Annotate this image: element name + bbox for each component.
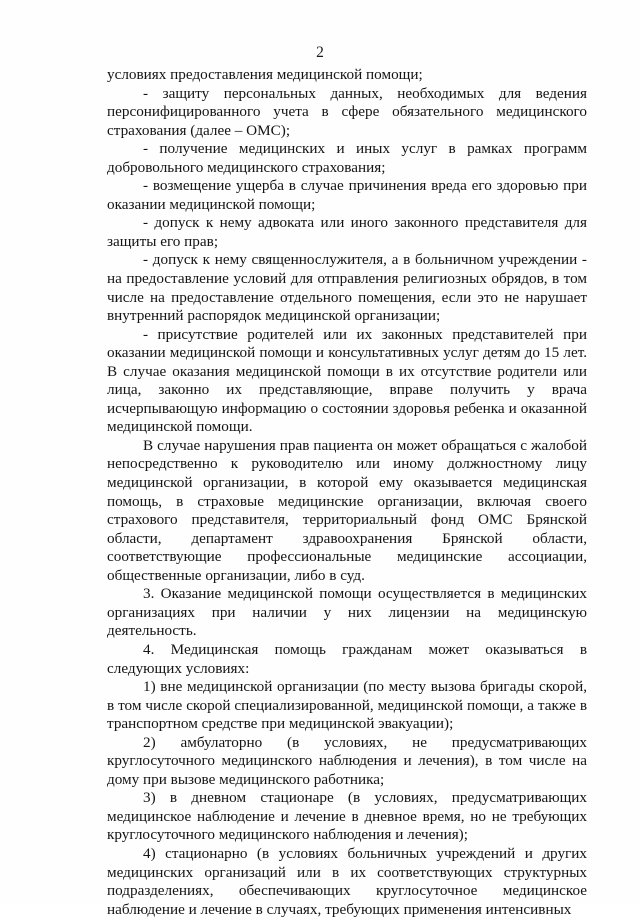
list-item-condition-1: 1) вне медицинской организации (по месту вызова бригады скорой, в том числе скорой специализированной, медицинской помощи, а также в транспортном средстве при медицинской эвакуации); — [107, 678, 587, 733]
list-item-personal-data: - защиту персональных данных, необходимых для ведения персонифицированного учета в сфере обязательного медицинского страхования (далее – ОМС); — [107, 84, 587, 139]
paragraph-section-3: 3. Оказание медицинской помощи осуществляется в медицинских организациях при наличии у них лицензии на медицинскую деятельность. — [107, 585, 587, 640]
paragraph-complaints: В случае нарушения прав пациента он может обращаться с жалобой непосредственно к руководителю или иному должностному лицу медицинской организации, в которой ему оказывается медицинская помощь, в страховые медицинские организации, включая своего страхового представителя, территориальный фонд ОМС Брянской области, департамент здравоохранения Брянской области, соответствующие профессиональные медицинские ассоциации, общественные организации, либо в суд. — [107, 436, 587, 584]
page-number: 2 — [316, 44, 324, 61]
list-item-voluntary-insurance: - получение медицинских и иных услуг в рамках программ добровольного медицинского страхования; — [107, 140, 587, 176]
list-item-parents-presence: - присутствие родителей или их законных представителей при оказании медицинской помощи и консультативных услуг детям до 15 лет. В случае оказания медицинской помощи в их отсутствие родители или лица, законно их представляющие, вправе получить у врача исчерпывающую информацию о состоянии здоровья ребенка и оказанной медицинской помощи. — [107, 325, 587, 436]
list-item-condition-4: 4) стационарно (в условиях больничных учреждений и других медицинских организаций или в их соответствующих структурных подразделениях, обеспечивающих круглосуточное медицинское наблюдение и лечение в случаях, требующих применения интенсивных — [107, 844, 587, 918]
list-item-lawyer-access: - допуск к нему адвоката или иного законного представителя для защиты его прав; — [107, 214, 587, 250]
paragraph-continuation: условиях предоставления медицинской помощи; — [107, 66, 423, 83]
list-item-damage-compensation: - возмещение ущерба в случае причинения вреда его здоровью при оказании медицинской помощи; — [107, 177, 587, 213]
paragraph-section-4: 4. Медицинская помощь гражданам может оказываться в следующих условиях: — [107, 640, 587, 677]
list-item-clergy-access: - допуск к нему священнослужителя, а в больничном учреждении - на предоставление условий для отправления религиозных обрядов, в том числе на предоставление отдельного помещения, если это не нарушает внутренний распорядок медицинской организации; — [107, 251, 587, 325]
list-item-condition-2: 2) амбулаторно (в условиях, не предусматривающих круглосуточного медицинского наблюдения и лечения), в том числе на дому при вызове медицинского работника; — [107, 733, 587, 788]
document-body — [107, 66, 587, 919]
list-item-condition-3: 3) в дневном стационаре (в условиях, предусматривающих медицинское наблюдение и лечение в дневное время, но не требующих круглосуточного медицинского наблюдения и лечения); — [107, 789, 587, 844]
